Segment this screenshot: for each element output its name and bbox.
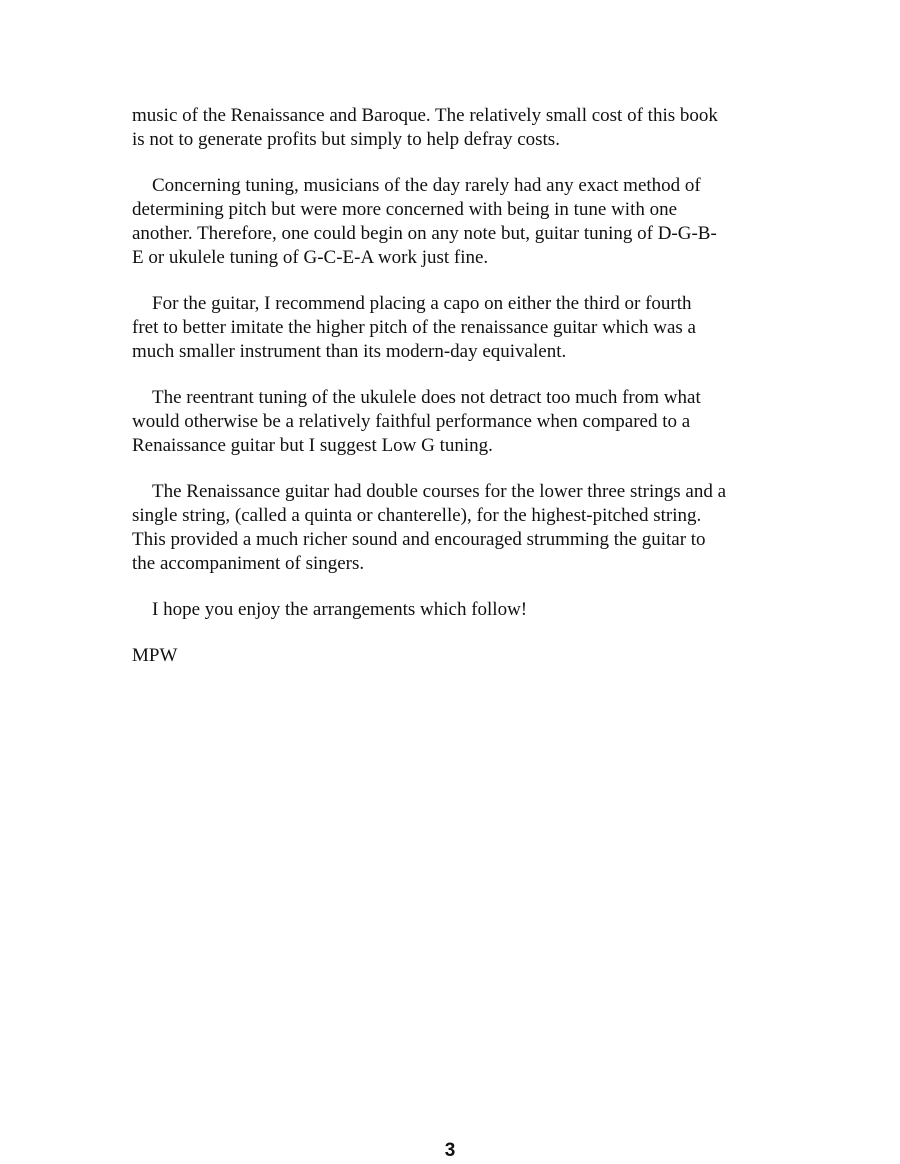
paragraph-tuning: Concerning tuning, musicians of the day rarely had any exact method of determining pitch but were more concerned with being in tune with one another. Therefore, one could begin on any note but, guitar tuning of D-G-B- E or ukulele tuning of G-C-E-A work just fine. xyxy=(132,175,717,268)
document-body xyxy=(132,104,782,668)
page-number: 3 xyxy=(444,1140,456,1161)
signature: MPW xyxy=(132,645,178,666)
paragraph-continuation: music of the Renaissance and Baroque. The relatively small cost of this book is not to generate profits but simply to help defray costs. xyxy=(132,105,718,150)
paragraph-ukulele: The reentrant tuning of the ukulele does not detract too much from what would otherwise be a relatively faithful performance when compared to a Renaissance guitar but I suggest Low G tuning. xyxy=(132,387,701,456)
paragraph-guitar-capo: For the guitar, I recommend placing a capo on either the third or fourth fret to better imitate the higher pitch of the renaissance guitar which was a much smaller instrument than its modern-day equivalent. xyxy=(132,293,696,362)
paragraph-renaissance-guitar: The Renaissance guitar had double courses for the lower three strings and a single string, (called a quinta or chanterelle), for the highest-pitched string. This provided a much richer sound and encouraged strumming the guitar to the accompaniment of singers. xyxy=(132,481,727,574)
paragraph-closing: I hope you enjoy the arrangements which follow! xyxy=(152,599,528,620)
